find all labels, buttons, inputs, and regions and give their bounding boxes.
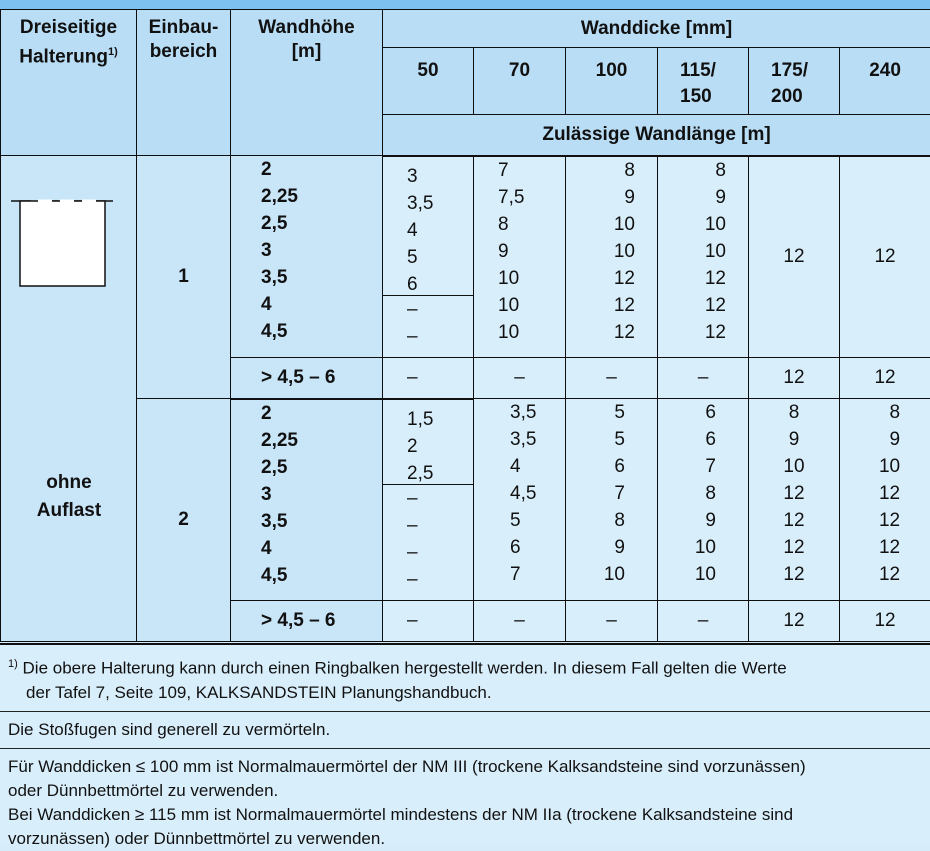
thickness-115-150: 115/ 150: [658, 48, 749, 115]
header-wanddicke: Wanddicke [mm]: [383, 10, 930, 48]
header-einbau-line2: bereich: [137, 40, 230, 64]
zone-2-extra-t70: –: [474, 601, 566, 642]
zone-2-t240: 8 9 10 12 12 12 12: [840, 399, 930, 601]
zone-1-t100: 8 9 10 10 12 12 12: [566, 156, 658, 358]
top-color-bar: [0, 0, 930, 9]
zone-2-t115: 6 6 7 8 9 10 10: [658, 399, 749, 601]
zone-2-t50: 1,5 2 2,5 – – – –: [383, 399, 474, 601]
zone-2-extra-t175: 12: [749, 601, 840, 642]
footnote-divider-1: [0, 711, 930, 712]
load-case-cell: [1, 156, 137, 642]
zone-1-t240: 12: [840, 156, 930, 358]
zone-1-t175: 12: [749, 156, 840, 358]
zone-2-extra-t100: –: [566, 601, 658, 642]
zone-1-extra-t100: –: [566, 358, 658, 399]
zone-2-t100: 5 5 6 7 8 9 10: [566, 399, 658, 601]
footnote-thin-line1: Für Wanddicken ≤ 100 mm ist Normalmauermörtel der NM III (trockene Kalksandsteine sind vorzunässen): [8, 755, 924, 779]
footnote-thick-line1: Bei Wanddicken ≥ 115 mm ist Normalmauermörtel mindestens der NM IIa (trockene Kalksandsteine sind: [8, 803, 924, 827]
header-wandhoehe: [231, 10, 383, 156]
zone-1-extra-t70: –: [474, 358, 566, 399]
wall-length-table: [0, 9, 930, 642]
zone-2-extra-t50: –: [383, 601, 474, 642]
thickness-175-200: 175/ 200: [749, 48, 840, 115]
header-halterung-sup: 1): [108, 46, 118, 58]
thickness-240: 240: [840, 48, 930, 115]
zone-1-extra-height: > 4,5 – 6: [231, 358, 383, 399]
header-einbau-line1: Einbau-: [137, 16, 230, 40]
load-label-line1: ohne: [1, 469, 137, 497]
footnote-stossfugen: Die Stoßfugen sind generell zu vermörteln.: [0, 718, 930, 742]
thickness-50: 50: [383, 48, 474, 115]
header-wandhoehe-line2: [m]: [231, 40, 382, 64]
zone-1-extra-t175: 12: [749, 358, 840, 399]
footnote-1-line1: Die obere Halterung kann durch einen Ringbalken hergestellt werden. In diesem Fall gelten die Werte: [23, 659, 787, 678]
footnote-thin-line2: oder Dünnbettmörtel zu verwenden.: [8, 779, 924, 803]
footnotes: [0, 643, 930, 844]
footnote-1-line2: der Tafel 7, Seite 109, KALKSANDSTEIN Planungshandbuch.: [8, 681, 924, 705]
zone-2-extra-t240: 12: [840, 601, 930, 642]
zone-1-t70: 7 7,5 8 9 10 10 10: [474, 156, 566, 358]
footnote-mortar: [0, 755, 930, 851]
zone-1-extra-t115: –: [658, 358, 749, 399]
zone-2-extra-t115: –: [658, 601, 749, 642]
footnote-1-marker: 1): [8, 658, 18, 670]
header-halterung: [1, 10, 137, 156]
footnote-divider-2: [0, 748, 930, 749]
three-sided-support-icon: [1, 156, 137, 640]
footnote-thick-line2: vorzunässen) oder Dünnbettmörtel zu verwenden.: [8, 827, 924, 851]
zone-1-t50: 3 3,5 4 5 6 – –: [383, 156, 474, 358]
header-halterung-line1: Dreiseitige: [1, 16, 136, 40]
header-wandhoehe-line1: Wandhöhe: [231, 16, 382, 40]
header-halterung-line2: Halterung: [19, 46, 108, 67]
thickness-70: 70: [474, 48, 566, 115]
thickness-100: 100: [566, 48, 658, 115]
zone-2-t175: 8 9 10 12 12 12 12: [749, 399, 840, 601]
header-einbaubereich: [137, 10, 231, 156]
header-zulaessig: Zulässige Wandlänge [m]: [383, 115, 930, 156]
zone-1-extra-t50: –: [383, 358, 474, 399]
load-label-line2: Auflast: [1, 497, 137, 525]
zone-2-t70: 3,5 3,5 4 4,5 5 6 7: [474, 399, 566, 601]
zone-2-extra-height: > 4,5 – 6: [231, 601, 383, 642]
zone-1-heights: 2 2,25 2,5 3 3,5 4 4,5: [231, 156, 383, 358]
zone-1-extra-t240: 12: [840, 358, 930, 399]
zone-1-t115: 8 9 10 10 12 12 12: [658, 156, 749, 358]
zone-2-label: 2: [137, 399, 231, 642]
zone-1-label: 1: [137, 156, 231, 399]
zone-2-heights: 2 2,25 2,5 3 3,5 4 4,5: [231, 399, 383, 601]
footnote-1: [0, 645, 930, 705]
